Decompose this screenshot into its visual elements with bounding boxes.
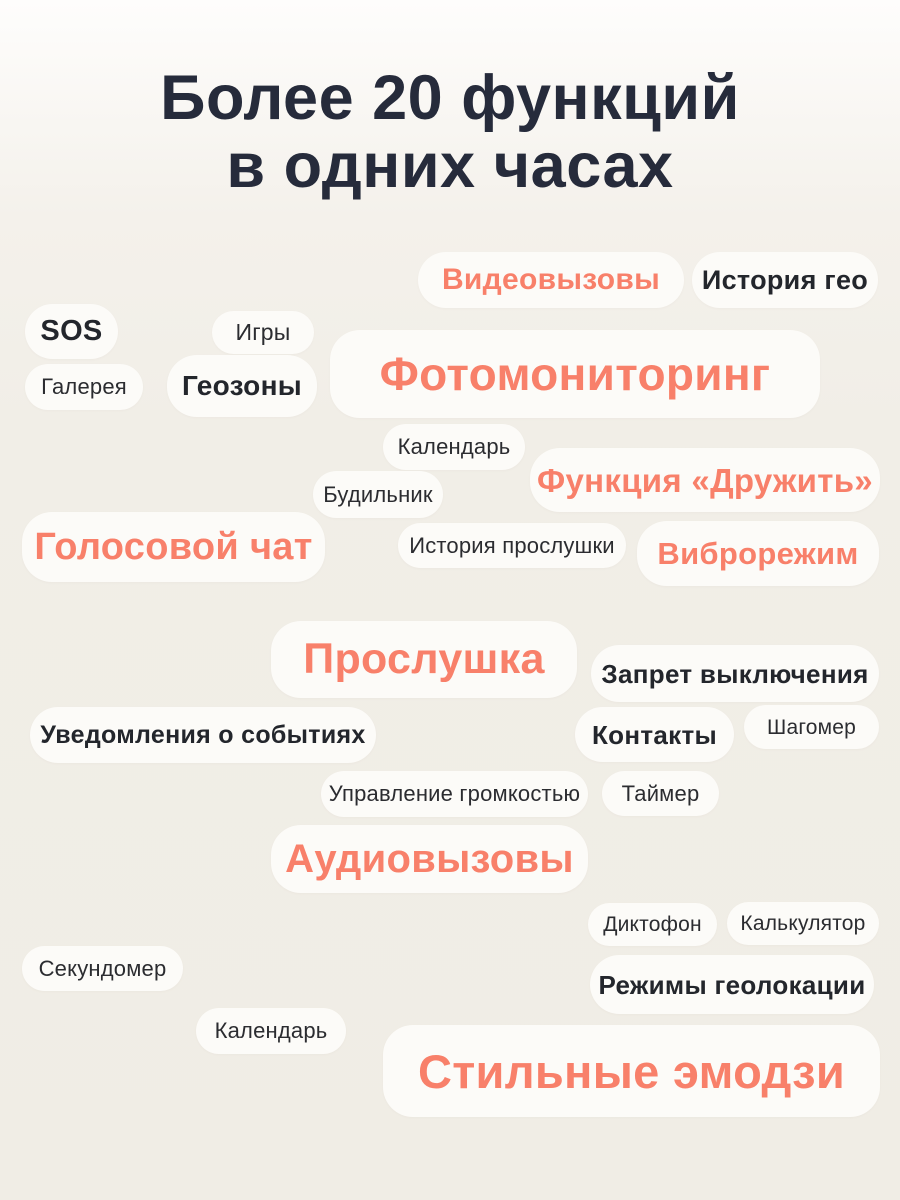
feature-tag-26: Стильные эмодзи [383,1025,880,1117]
page-title-line2: в одних часах [226,131,674,202]
feature-tag-24: Режимы геолокации [590,955,874,1014]
feature-tag-9: Будильник [313,471,443,518]
feature-tag-22: Калькулятор [727,902,879,945]
feature-tag-25: Календарь [196,1008,346,1054]
feature-tag-6: Геозоны [167,355,317,417]
feature-tag-13: Прослушка [271,621,577,698]
feature-tag-15: Уведомления о событиях [30,707,376,763]
feature-tag-7: Календарь [383,424,525,470]
feature-tag-20: Аудиовызовы [271,825,588,893]
feature-tag-10: Голосовой чат [22,512,325,582]
feature-tag-4: Фотомониторинг [330,330,820,418]
feature-tag-19: Таймер [602,771,719,816]
feature-tag-0: Видеовызовы [418,252,684,308]
feature-tag-2: SOS [25,304,118,359]
feature-tag-11: История прослушки [398,523,626,568]
feature-tag-21: Диктофон [588,903,717,946]
feature-tag-23: Секундомер [22,946,183,991]
feature-tag-5: Галерея [25,364,143,410]
feature-tag-17: Шагомер [744,705,879,749]
feature-tag-16: Контакты [575,707,734,762]
feature-tag-18: Управление громкостью [321,771,588,817]
feature-tag-14: Запрет выключения [591,645,879,702]
feature-tag-12: Виброрежим [637,521,879,586]
feature-tag-8: Функция «Дружить» [530,448,880,512]
page-title-line1: Более 20 функций [160,63,740,133]
feature-tag-1: История гео [692,252,878,308]
feature-tag-3: Игры [212,311,314,354]
